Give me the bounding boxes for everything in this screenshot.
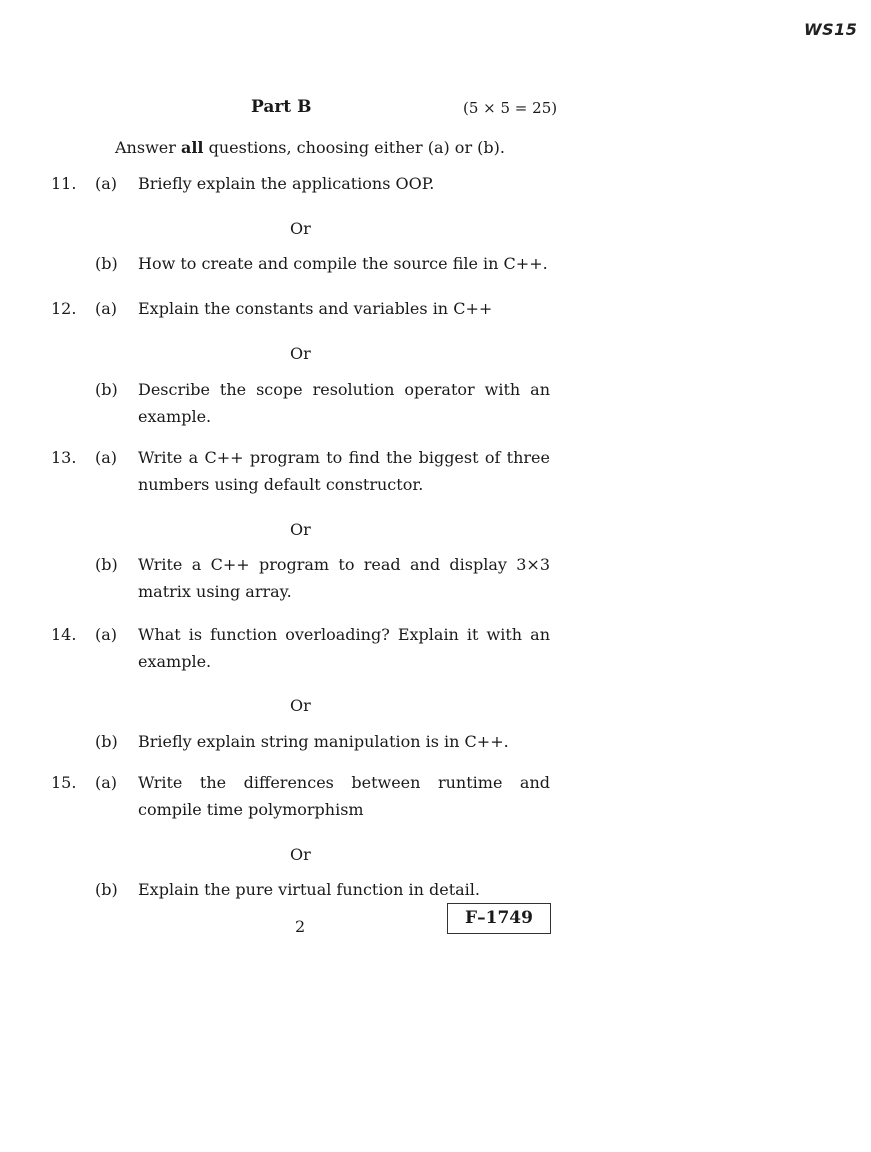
instructions xyxy=(115,138,505,157)
option-a-text: What is function overloading? Explain it with an example. xyxy=(138,625,550,671)
paper-code-box: F–1749 xyxy=(447,903,551,934)
option-a-label: (a) xyxy=(95,625,118,644)
or-divider: Or xyxy=(290,696,311,715)
option-b-label: (b) xyxy=(95,555,118,574)
option-b-text: How to create and compile the source file in C++. xyxy=(138,254,548,273)
option-b-label: (b) xyxy=(95,254,118,273)
option-b-text: Explain the pure virtual function in detail. xyxy=(138,880,480,899)
option-b-text: Briefly explain string manipulation is in C++. xyxy=(138,732,509,751)
instruction-post: questions, choosing either (a) or (b). xyxy=(203,138,505,157)
page-number: 2 xyxy=(295,917,306,936)
option-b-label: (b) xyxy=(95,380,118,399)
or-divider: Or xyxy=(290,845,311,864)
option-b-label: (b) xyxy=(95,732,118,751)
or-divider: Or xyxy=(290,520,311,539)
part-marks: (5 × 5 = 25) xyxy=(463,99,558,117)
question-number: 15. xyxy=(51,773,77,792)
option-a-label: (a) xyxy=(95,448,118,467)
or-divider: Or xyxy=(290,344,311,363)
corner-tag: WS15 xyxy=(804,20,858,39)
question-number: 12. xyxy=(51,299,77,318)
instruction-bold: all xyxy=(180,138,204,157)
question-number: 14. xyxy=(51,625,77,644)
instruction-pre: Answer xyxy=(115,138,181,157)
option-b-text: Write a C++ program to read and display 3×3 matrix using array. xyxy=(138,555,550,601)
part-title: Part B xyxy=(251,97,312,117)
option-a-text: Write a C++ program to find the biggest of three numbers using default constructor. xyxy=(138,448,550,494)
option-a-text: Explain the constants and variables in C++ xyxy=(138,299,493,318)
question-number: 13. xyxy=(51,448,77,467)
question-number: 11. xyxy=(51,174,77,193)
or-divider: Or xyxy=(290,219,311,238)
option-b-text: Describe the scope resolution operator with an example. xyxy=(138,380,550,426)
option-a-text: Write the differences between runtime and compile time polymorphism xyxy=(138,773,550,819)
option-a-label: (a) xyxy=(95,299,118,318)
option-b-label: (b) xyxy=(95,880,118,899)
option-a-text: Briefly explain the applications OOP. xyxy=(138,174,435,193)
option-a-label: (a) xyxy=(95,174,118,193)
option-a-label: (a) xyxy=(95,773,118,792)
